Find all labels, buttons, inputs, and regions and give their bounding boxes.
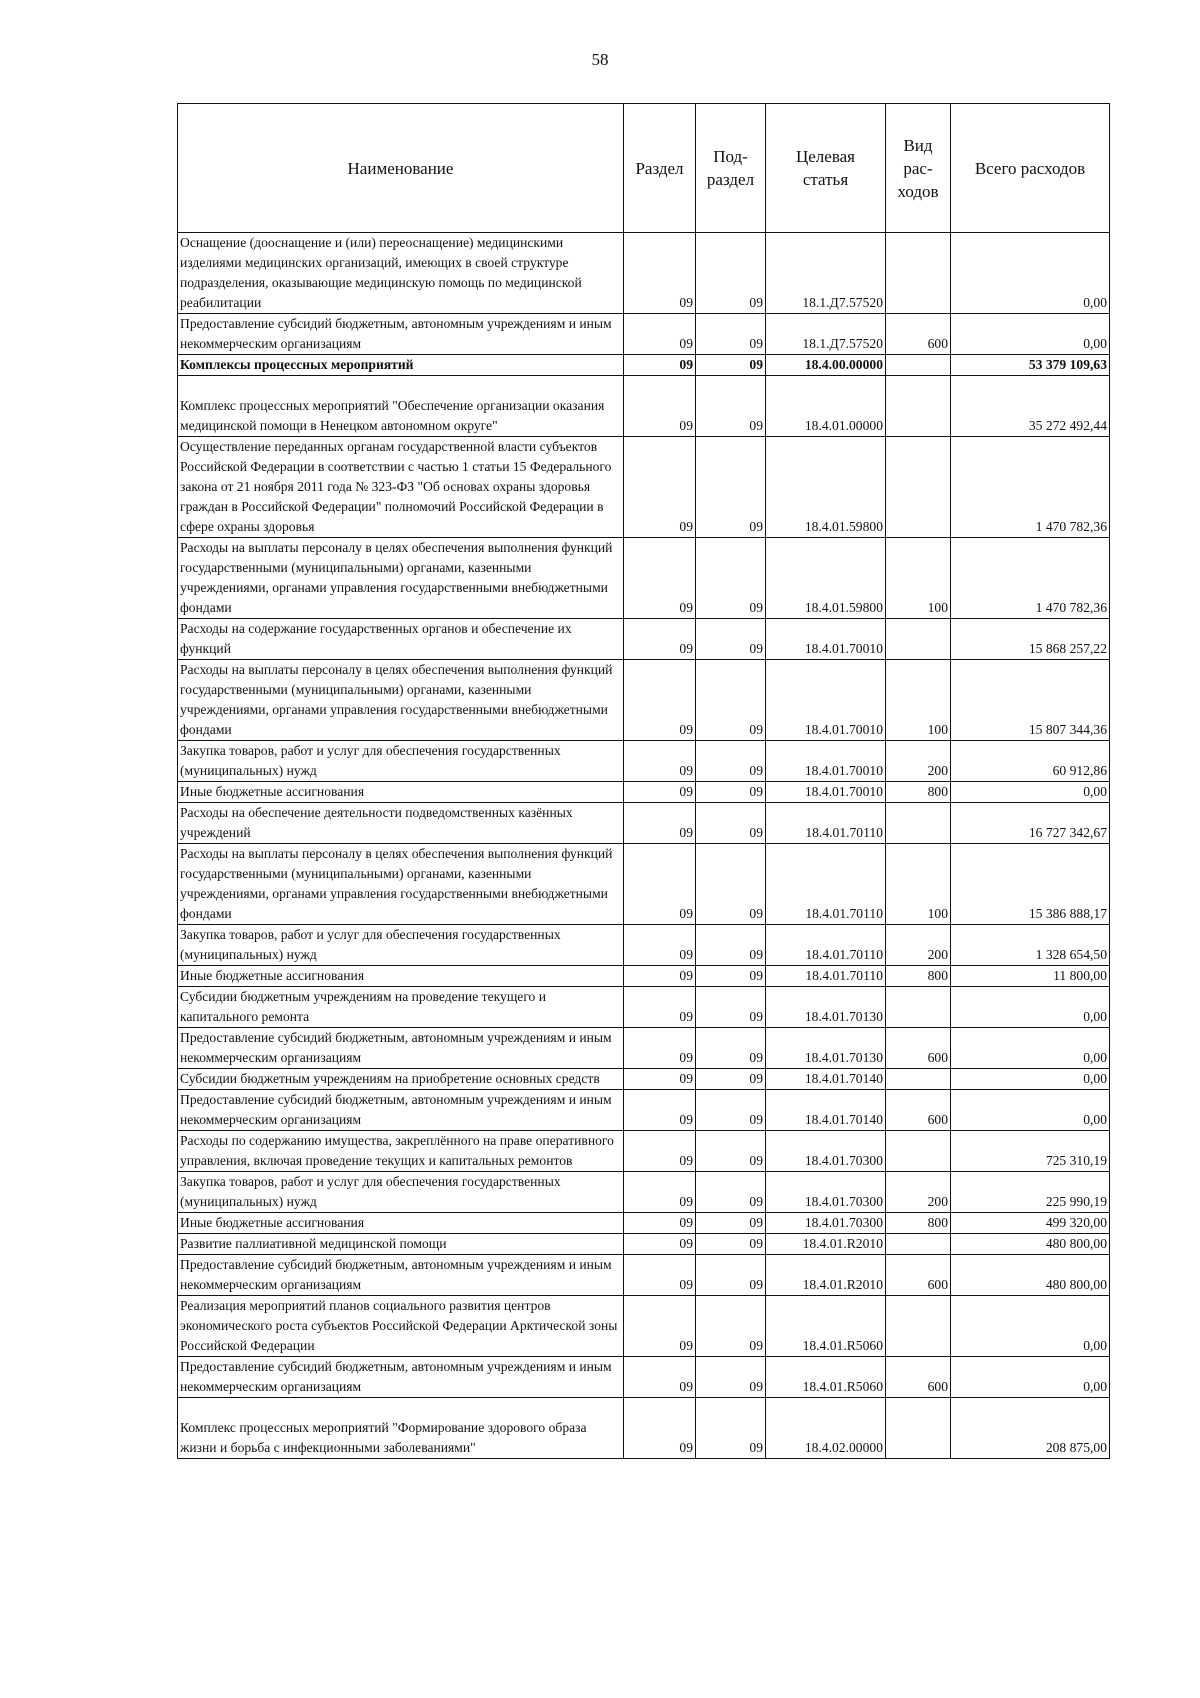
row-total: 11 800,00 xyxy=(951,966,1110,987)
row-section: 09 xyxy=(624,1213,696,1234)
row-name: Развитие паллиативной медицинской помощи xyxy=(178,1234,624,1255)
row-expense-type: 600 xyxy=(886,314,951,355)
table-row xyxy=(178,925,1110,966)
row-expense-type xyxy=(886,1131,951,1172)
row-subsection: 09 xyxy=(696,782,766,803)
row-subsection: 09 xyxy=(696,1028,766,1069)
row-total: 1 328 654,50 xyxy=(951,925,1110,966)
col-header-target: Целевая статья xyxy=(766,104,886,233)
row-target-article: 18.4.01.59800 xyxy=(766,538,886,619)
row-name: Закупка товаров, работ и услуг для обеспечения государственных (муниципальных) нужд xyxy=(178,925,624,966)
col-header-section: Раздел xyxy=(624,104,696,233)
row-subsection: 09 xyxy=(696,803,766,844)
row-section: 09 xyxy=(624,233,696,314)
row-total: 0,00 xyxy=(951,1028,1110,1069)
row-target-article: 18.4.01.70010 xyxy=(766,660,886,741)
table-row xyxy=(178,660,1110,741)
row-target-article: 18.4.01.70300 xyxy=(766,1172,886,1213)
row-expense-type: 800 xyxy=(886,966,951,987)
row-section: 09 xyxy=(624,925,696,966)
row-name: Расходы на выплаты персоналу в целях обеспечения выполнения функций государственными (муниципальными) органами, казенными учреждениями, органами управления государственными внебюджетными фондами xyxy=(178,844,624,925)
row-total: 15 386 888,17 xyxy=(951,844,1110,925)
table-row xyxy=(178,741,1110,782)
table-row xyxy=(178,987,1110,1028)
table-row xyxy=(178,437,1110,538)
col-header-name: Наименование xyxy=(178,104,624,233)
table-row xyxy=(178,1255,1110,1296)
row-name: Оснащение (дооснащение и (или) переоснащение) медицинскими изделиями медицинских организаций, имеющих в своей структуре подразделения, оказывающие медицинскую помощь по медицинской реабилитации xyxy=(178,233,624,314)
row-expense-type: 600 xyxy=(886,1028,951,1069)
row-name: Реализация мероприятий планов социального развития центров экономического роста субъектов Российской Федерации Арктической зоны Российской Федерации xyxy=(178,1296,624,1357)
table-row xyxy=(178,803,1110,844)
table-row xyxy=(178,1090,1110,1131)
row-expense-type xyxy=(886,1296,951,1357)
row-total: 0,00 xyxy=(951,1069,1110,1090)
row-target-article: 18.4.01.70130 xyxy=(766,1028,886,1069)
table-row xyxy=(178,1213,1110,1234)
row-total: 53 379 109,63 xyxy=(951,355,1110,376)
row-target-article: 18.1.Д7.57520 xyxy=(766,233,886,314)
row-subsection: 09 xyxy=(696,966,766,987)
row-target-article: 18.4.01.00000 xyxy=(766,376,886,437)
row-subsection: 09 xyxy=(696,1398,766,1459)
row-section: 09 xyxy=(624,782,696,803)
row-section: 09 xyxy=(624,844,696,925)
row-subsection: 09 xyxy=(696,1131,766,1172)
row-total: 0,00 xyxy=(951,1357,1110,1398)
row-target-article: 18.4.02.00000 xyxy=(766,1398,886,1459)
table-row xyxy=(178,844,1110,925)
row-target-article: 18.4.01.70010 xyxy=(766,619,886,660)
row-name: Закупка товаров, работ и услуг для обеспечения государственных (муниципальных) нужд xyxy=(178,741,624,782)
row-subsection: 09 xyxy=(696,1357,766,1398)
row-subsection: 09 xyxy=(696,1090,766,1131)
row-target-article: 18.4.01.70300 xyxy=(766,1213,886,1234)
table-row xyxy=(178,1069,1110,1090)
row-section: 09 xyxy=(624,1255,696,1296)
row-section: 09 xyxy=(624,355,696,376)
table-row xyxy=(178,782,1110,803)
row-subsection: 09 xyxy=(696,1213,766,1234)
col-header-total: Всего расходов xyxy=(951,104,1110,233)
row-target-article: 18.4.01.R2010 xyxy=(766,1234,886,1255)
row-section: 09 xyxy=(624,1131,696,1172)
table-row xyxy=(178,1296,1110,1357)
row-total: 0,00 xyxy=(951,314,1110,355)
row-section: 09 xyxy=(624,1296,696,1357)
row-total: 480 800,00 xyxy=(951,1234,1110,1255)
row-subsection: 09 xyxy=(696,619,766,660)
row-subsection: 09 xyxy=(696,314,766,355)
page-number: 58 xyxy=(591,50,609,69)
row-total: 1 470 782,36 xyxy=(951,538,1110,619)
row-total: 16 727 342,67 xyxy=(951,803,1110,844)
row-section: 09 xyxy=(624,1357,696,1398)
row-expense-type: 600 xyxy=(886,1357,951,1398)
row-section: 09 xyxy=(624,1028,696,1069)
row-subsection: 09 xyxy=(696,437,766,538)
row-expense-type: 200 xyxy=(886,925,951,966)
row-total: 15 868 257,22 xyxy=(951,619,1110,660)
row-section: 09 xyxy=(624,619,696,660)
table-row xyxy=(178,966,1110,987)
row-subsection: 09 xyxy=(696,1296,766,1357)
row-target-article: 18.4.01.70130 xyxy=(766,987,886,1028)
row-section: 09 xyxy=(624,1090,696,1131)
row-subsection: 09 xyxy=(696,1069,766,1090)
row-expense-type xyxy=(886,376,951,437)
table-row xyxy=(178,1131,1110,1172)
row-target-article: 18.4.01.70110 xyxy=(766,803,886,844)
row-expense-type: 100 xyxy=(886,660,951,741)
row-name: Закупка товаров, работ и услуг для обеспечения государственных (муниципальных) нужд xyxy=(178,1172,624,1213)
row-expense-type xyxy=(886,1234,951,1255)
row-target-article: 18.4.01.70010 xyxy=(766,782,886,803)
row-name: Предоставление субсидий бюджетным, автономным учреждениям и иным некоммерческим организациям xyxy=(178,1028,624,1069)
row-total: 208 875,00 xyxy=(951,1398,1110,1459)
row-name: Расходы на выплаты персоналу в целях обеспечения выполнения функций государственными (муниципальными) органами, казенными учреждениями, органами управления государственными внебюджетными фондами xyxy=(178,538,624,619)
row-subsection: 09 xyxy=(696,660,766,741)
row-section: 09 xyxy=(624,966,696,987)
table-row xyxy=(178,314,1110,355)
row-subsection: 09 xyxy=(696,233,766,314)
row-total: 0,00 xyxy=(951,233,1110,314)
table-row xyxy=(178,355,1110,376)
row-section: 09 xyxy=(624,1069,696,1090)
table-row xyxy=(178,1172,1110,1213)
row-name: Иные бюджетные ассигнования xyxy=(178,966,624,987)
row-expense-type: 800 xyxy=(886,782,951,803)
row-name: Предоставление субсидий бюджетным, автономным учреждениям и иным некоммерческим организациям xyxy=(178,314,624,355)
row-expense-type xyxy=(886,619,951,660)
col-header-subsection: Под- раздел xyxy=(696,104,766,233)
row-expense-type: 200 xyxy=(886,741,951,782)
row-section: 09 xyxy=(624,803,696,844)
table-header-row xyxy=(178,104,1110,233)
row-section: 09 xyxy=(624,437,696,538)
row-total: 480 800,00 xyxy=(951,1255,1110,1296)
row-name: Предоставление субсидий бюджетным, автономным учреждениям и иным некоммерческим организациям xyxy=(178,1255,624,1296)
row-expense-type: 600 xyxy=(886,1090,951,1131)
row-subsection: 09 xyxy=(696,987,766,1028)
row-total: 15 807 344,36 xyxy=(951,660,1110,741)
row-section: 09 xyxy=(624,741,696,782)
row-subsection: 09 xyxy=(696,355,766,376)
row-name: Предоставление субсидий бюджетным, автономным учреждениям и иным некоммерческим организациям xyxy=(178,1357,624,1398)
row-subsection: 09 xyxy=(696,1255,766,1296)
table-row xyxy=(178,1234,1110,1255)
row-target-article: 18.4.01.59800 xyxy=(766,437,886,538)
row-name: Комплекс процессных мероприятий "Обеспечение организации оказания медицинской помощи в Ненецком автономном округе" xyxy=(178,376,624,437)
row-section: 09 xyxy=(624,1172,696,1213)
table-row xyxy=(178,538,1110,619)
row-total: 725 310,19 xyxy=(951,1131,1110,1172)
row-name: Предоставление субсидий бюджетным, автономным учреждениям и иным некоммерческим организациям xyxy=(178,1090,624,1131)
row-name: Иные бюджетные ассигнования xyxy=(178,1213,624,1234)
row-expense-type: 100 xyxy=(886,538,951,619)
budget-table xyxy=(177,103,1110,1459)
row-subsection: 09 xyxy=(696,538,766,619)
row-target-article: 18.4.01.70010 xyxy=(766,741,886,782)
row-expense-type: 100 xyxy=(886,844,951,925)
row-expense-type xyxy=(886,987,951,1028)
row-section: 09 xyxy=(624,1398,696,1459)
row-subsection: 09 xyxy=(696,844,766,925)
row-total: 60 912,86 xyxy=(951,741,1110,782)
table-row xyxy=(178,619,1110,660)
row-name: Расходы по содержанию имущества, закреплённого на праве оперативного управления, включая проведение текущих и капитальных ремонтов xyxy=(178,1131,624,1172)
table-row xyxy=(178,1028,1110,1069)
row-name: Субсидии бюджетным учреждениям на проведение текущего и капитального ремонта xyxy=(178,987,624,1028)
col-header-type: Вид рас- ходов xyxy=(886,104,951,233)
table-body xyxy=(178,233,1110,1459)
row-expense-type: 200 xyxy=(886,1172,951,1213)
row-section: 09 xyxy=(624,660,696,741)
row-target-article: 18.4.01.70300 xyxy=(766,1131,886,1172)
row-name: Расходы на выплаты персоналу в целях обеспечения выполнения функций государственными (муниципальными) органами, казенными учреждениями, органами управления государственными внебюджетными фондами xyxy=(178,660,624,741)
table-row xyxy=(178,376,1110,437)
row-expense-type: 800 xyxy=(886,1213,951,1234)
row-target-article: 18.4.01.R5060 xyxy=(766,1296,886,1357)
row-expense-type xyxy=(886,1069,951,1090)
row-total: 0,00 xyxy=(951,1090,1110,1131)
row-name: Субсидии бюджетным учреждениям на приобретение основных средств xyxy=(178,1069,624,1090)
row-name: Расходы на содержание государственных органов и обеспечение их функций xyxy=(178,619,624,660)
row-subsection: 09 xyxy=(696,1234,766,1255)
row-section: 09 xyxy=(624,376,696,437)
row-total: 1 470 782,36 xyxy=(951,437,1110,538)
row-expense-type xyxy=(886,1398,951,1459)
row-name: Комплекс процессных мероприятий "Формирование здорового образа жизни и борьба с инфекционными заболеваниями" xyxy=(178,1398,624,1459)
row-section: 09 xyxy=(624,538,696,619)
row-section: 09 xyxy=(624,314,696,355)
table-row xyxy=(178,233,1110,314)
row-total: 0,00 xyxy=(951,1296,1110,1357)
row-subsection: 09 xyxy=(696,925,766,966)
row-target-article: 18.4.01.70140 xyxy=(766,1069,886,1090)
row-name: Расходы на обеспечение деятельности подведомственных казённых учреждений xyxy=(178,803,624,844)
row-target-article: 18.1.Д7.57520 xyxy=(766,314,886,355)
row-section: 09 xyxy=(624,1234,696,1255)
table-row xyxy=(178,1398,1110,1459)
row-name: Иные бюджетные ассигнования xyxy=(178,782,624,803)
row-target-article: 18.4.01.70140 xyxy=(766,1090,886,1131)
row-target-article: 18.4.01.70110 xyxy=(766,844,886,925)
row-expense-type: 600 xyxy=(886,1255,951,1296)
table-row xyxy=(178,1357,1110,1398)
row-target-article: 18.4.01.R2010 xyxy=(766,1255,886,1296)
row-subsection: 09 xyxy=(696,741,766,782)
row-expense-type xyxy=(886,437,951,538)
row-total: 225 990,19 xyxy=(951,1172,1110,1213)
row-total: 499 320,00 xyxy=(951,1213,1110,1234)
row-total: 35 272 492,44 xyxy=(951,376,1110,437)
row-expense-type xyxy=(886,803,951,844)
row-name: Осуществление переданных органам государственной власти субъектов Российской Федерации в соответствии с частью 1 статьи 15 Федерального закона от 21 ноября 2011 года № 323-ФЗ "Об основах охраны здоровья граждан в Российской Федерации" полномочий Российской Федерации в сфере охраны здоровья xyxy=(178,437,624,538)
row-target-article: 18.4.01.70110 xyxy=(766,925,886,966)
row-section: 09 xyxy=(624,987,696,1028)
row-total: 0,00 xyxy=(951,782,1110,803)
row-target-article: 18.4.01.R5060 xyxy=(766,1357,886,1398)
row-target-article: 18.4.00.00000 xyxy=(766,355,886,376)
row-expense-type xyxy=(886,233,951,314)
row-total: 0,00 xyxy=(951,987,1110,1028)
row-name: Комплексы процессных мероприятий xyxy=(178,355,624,376)
row-expense-type xyxy=(886,355,951,376)
row-target-article: 18.4.01.70110 xyxy=(766,966,886,987)
row-subsection: 09 xyxy=(696,1172,766,1213)
row-subsection: 09 xyxy=(696,376,766,437)
